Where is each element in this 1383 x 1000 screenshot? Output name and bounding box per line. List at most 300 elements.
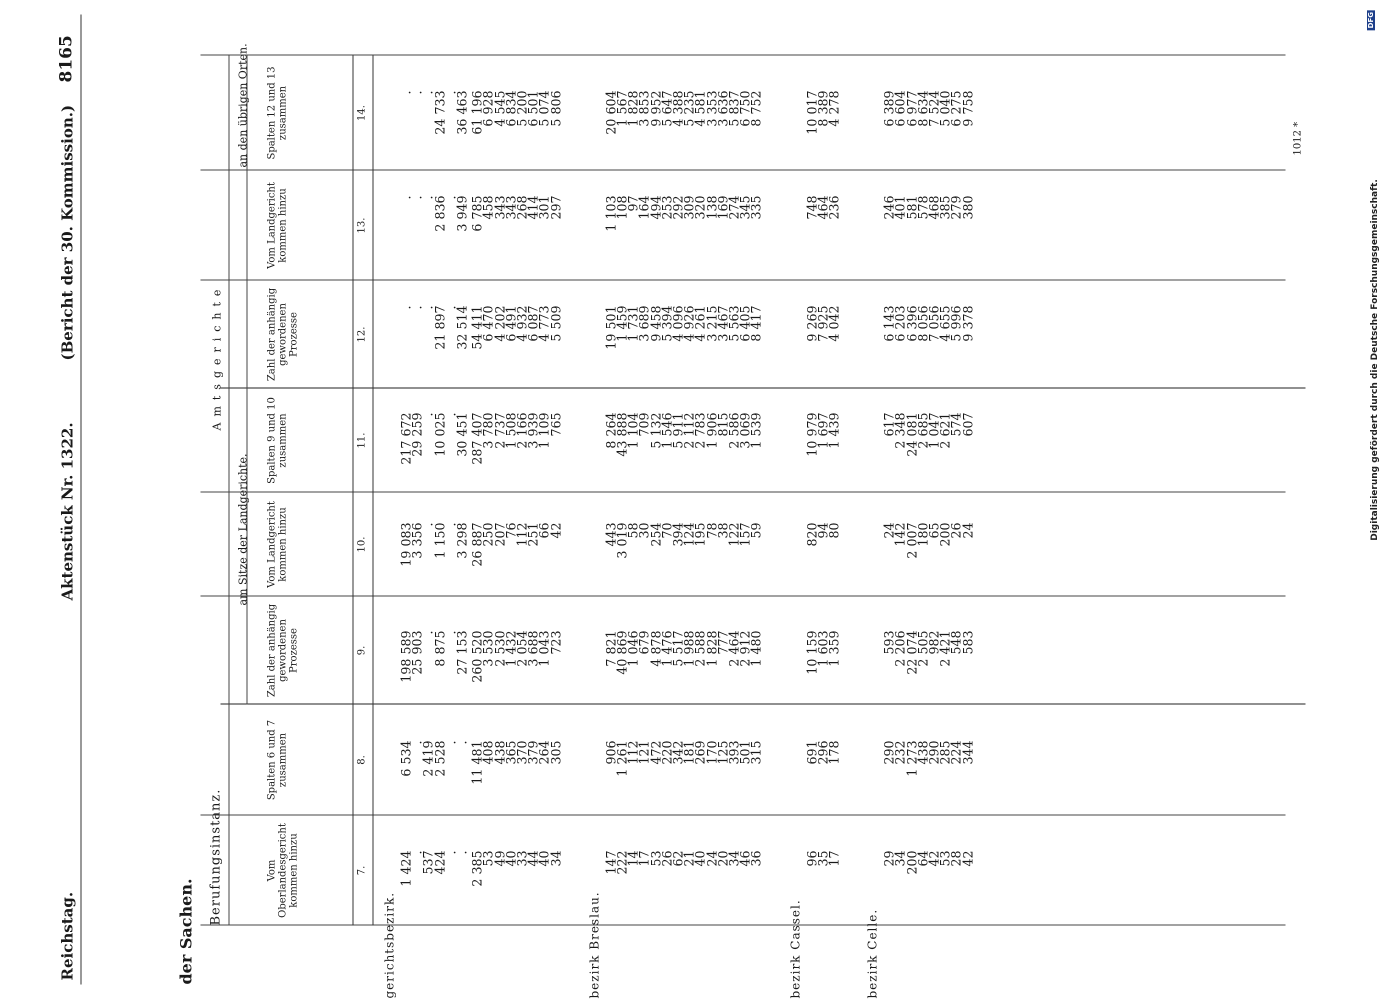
table-cell: 97	[625, 195, 641, 212]
table-cell: 607	[959, 412, 975, 437]
table-cell: 34	[726, 850, 741, 867]
table-cell: 46	[737, 850, 753, 867]
table-cell: 142	[892, 522, 908, 547]
table-cell: 5 394	[658, 305, 674, 342]
table-cell: 5 200	[514, 90, 529, 127]
table-cell: 40	[502, 850, 518, 867]
table-cell: .	[442, 195, 458, 200]
table-cell: 207	[491, 522, 507, 547]
table-cell: 8 417	[748, 305, 764, 342]
table-cell: 1 046	[625, 630, 641, 667]
table-cell: 3 069	[737, 412, 753, 449]
table-cell: 501	[737, 740, 753, 765]
table-cell: 40 869	[614, 630, 629, 675]
table-cell: 342	[670, 740, 685, 765]
table-cell: 246	[881, 195, 897, 220]
group-rule	[228, 55, 229, 704]
table-cell: 5 040	[937, 90, 953, 127]
table-cell: 49	[491, 850, 507, 867]
header-title-left: Reichstag.	[58, 891, 76, 980]
table-cell: 9 378	[959, 305, 975, 342]
table-cell: 1 103	[602, 195, 618, 232]
table-cell: 232	[892, 740, 908, 765]
table-cell: .	[420, 90, 436, 95]
table-cell: 34	[547, 850, 563, 867]
table-cell: 7 925	[814, 305, 830, 342]
table-cell: 19 083	[398, 522, 413, 567]
table-cell: 125	[714, 740, 730, 765]
table-cell: 820	[803, 522, 819, 547]
table-cell: 6 785	[469, 195, 485, 232]
table-cell: .	[420, 305, 436, 310]
table-cell: 40	[536, 850, 552, 867]
header-rule	[80, 14, 81, 984]
table-cell: 344	[959, 740, 975, 765]
table-cell: 78	[703, 522, 719, 539]
table-cell: 200	[903, 850, 919, 875]
dfg-logo: DFG	[1367, 12, 1375, 29]
table-cell: 27 153	[454, 630, 469, 675]
table-cell: .	[420, 195, 436, 200]
table-cell: 29	[881, 850, 897, 867]
table-cell: 1 697	[814, 412, 830, 449]
table-cell: 170	[703, 740, 719, 765]
table-cell: 414	[525, 195, 541, 220]
table-cell: .	[442, 305, 458, 310]
header-title-mid: Aktenstück Nr. 1322.	[58, 421, 76, 600]
table-cell: 1 104	[625, 412, 641, 449]
table-cell: 2 112	[681, 412, 697, 449]
table-cell: 264	[536, 740, 552, 765]
table-cell: 6 405	[737, 305, 753, 342]
table-cell: 3 530	[480, 630, 496, 667]
table-cell: 1 424	[398, 850, 413, 887]
table-cell: 297	[547, 195, 563, 220]
column-number: 8.	[356, 754, 367, 765]
table-cell: .	[420, 412, 436, 417]
table-cell: 4 878	[647, 630, 663, 667]
table-cell: 6 977	[903, 90, 919, 127]
table-cell: 4 042	[826, 305, 841, 342]
table-cell: 2 007	[903, 522, 919, 559]
table-cell: 10 017	[803, 90, 819, 135]
table-cell: 25 903	[409, 630, 425, 675]
table-cell: 10 979	[803, 412, 819, 457]
table-cell: .	[442, 90, 458, 95]
table-cell: 70	[658, 522, 674, 539]
table-cell: 424	[431, 850, 447, 875]
table-cell: 1 439	[826, 412, 841, 449]
table-cell: 723	[547, 630, 563, 655]
table-cell: 2 530	[491, 630, 507, 667]
table-cell: 1 150	[431, 522, 447, 559]
table-cell: 4 388	[670, 90, 685, 127]
column-number: 13.	[356, 217, 367, 233]
table-cell: 157	[737, 522, 753, 547]
table-cell: 464	[814, 195, 830, 220]
table-cell: 6 203	[892, 305, 908, 342]
table-cell: .	[420, 630, 436, 635]
table-cell: 1 047	[926, 412, 941, 449]
table-cell: 1 359	[826, 630, 841, 667]
table-cell: 9 758	[959, 90, 975, 127]
table-cell: 53	[647, 850, 663, 867]
table-cell: 2 836	[431, 195, 447, 232]
table-cell: 343	[491, 195, 507, 220]
table-cell: 1 546	[658, 412, 674, 449]
table-cell: 138	[703, 195, 719, 220]
column-heading: Zahl der anhängig gewordenen Prozesse	[266, 603, 299, 697]
table-cell: 217 672	[398, 412, 413, 465]
table-cell: 66	[536, 522, 552, 539]
table-cell: 2 054	[514, 630, 529, 667]
table-cell: 290	[926, 740, 941, 765]
table-cell: 5 563	[726, 305, 741, 342]
table-cell: 593	[881, 630, 897, 655]
table-cell: 268	[514, 195, 529, 220]
table-cell: 8 264	[602, 412, 618, 449]
table-cell: 3 853	[636, 90, 652, 127]
table-cell: 6 470	[480, 305, 496, 342]
table-cell: 3 019	[614, 522, 629, 559]
table-cell: .	[442, 850, 458, 855]
table-cell: .	[398, 90, 413, 95]
table-cell: 320	[692, 195, 708, 220]
table-cell: 20 604	[602, 90, 618, 135]
table-cell: 5 517	[670, 630, 685, 667]
table-cell: 8 389	[814, 90, 830, 127]
table-cell: 29 259	[409, 412, 425, 457]
table-cell: 285	[937, 740, 953, 765]
column-number: 11.	[356, 432, 367, 448]
table-cell: 7 524	[926, 90, 941, 127]
table-cell: 121	[636, 740, 652, 765]
column-heading: Spalten 12 und 13 zusammen	[266, 65, 288, 160]
table-cell: .	[398, 195, 413, 200]
table-cell: 1 508	[502, 412, 518, 449]
table-cell: 2 783	[692, 412, 708, 449]
table-cell: 3 939	[525, 412, 541, 449]
table-cell: .	[409, 90, 425, 95]
table-cell: 96	[803, 850, 819, 867]
table-cell: 6 501	[525, 90, 541, 127]
table-cell: 28	[948, 850, 964, 867]
table-cell: 24 733	[431, 90, 447, 135]
table-cell: 578	[914, 195, 930, 220]
table-cell: 254	[647, 522, 663, 547]
table-cell: 6 750	[737, 90, 753, 127]
table-cell: 4 261	[692, 305, 708, 342]
district-label: gerichtsbezirk.	[382, 891, 396, 998]
table-cell: 3 353	[703, 90, 719, 127]
table-cell: 33	[514, 850, 529, 867]
table-cell: 224	[948, 740, 964, 765]
table-cell: 1 109	[536, 412, 552, 449]
table-cell: 7 821	[602, 630, 618, 667]
table-cell: 21 897	[431, 305, 447, 350]
table-cell: 40	[692, 850, 708, 867]
table-cell: .	[409, 195, 425, 200]
table-cell: 765	[547, 412, 563, 437]
table-cell: 200	[937, 522, 953, 547]
table-cell: .	[420, 522, 436, 527]
group-amtsgerichte: Amtsgerichte	[210, 283, 223, 430]
table-cell: 343	[502, 195, 518, 220]
table-cell: 2 385	[469, 850, 485, 887]
table-cell: 169	[714, 195, 730, 220]
table-cell: 222	[614, 850, 629, 875]
table-cell: 1 459	[614, 305, 629, 342]
table-cell: 3 467	[714, 305, 730, 342]
group-uebrige-orte: an den übrigen Orten.	[236, 42, 249, 167]
table-cell: 236	[826, 195, 841, 220]
table-cell: .	[409, 740, 425, 745]
table-cell: 26	[948, 522, 964, 539]
table-cell: 574	[948, 412, 964, 437]
table-cell: 1 731	[625, 305, 641, 342]
table-cell: 53	[480, 850, 496, 867]
table-cell: 1 828	[703, 630, 719, 667]
table-cell: 2 737	[491, 412, 507, 449]
group-rule	[246, 55, 247, 388]
table-cell: 42	[959, 850, 975, 867]
table-cell: 6 491	[502, 305, 518, 342]
table-cell: 24 081	[903, 412, 919, 457]
table-cell: 335	[748, 195, 764, 220]
table-cell: 1 906	[703, 412, 719, 449]
table-cell: .	[409, 850, 425, 855]
table-cell: 3 215	[703, 305, 719, 342]
table-cell: 6 396	[903, 305, 919, 342]
table-cell: 4 202	[491, 305, 507, 342]
table-cell: 9 952	[647, 90, 663, 127]
table-cell: 10 159	[803, 630, 819, 675]
table-cell: 180	[914, 522, 930, 547]
table-cell: 17	[826, 850, 841, 867]
header-rule	[352, 55, 353, 925]
table-cell: 251	[525, 522, 541, 547]
table-cell: 59	[748, 522, 764, 539]
table-cell: 2 348	[892, 412, 908, 449]
table-cell: 44	[525, 850, 541, 867]
table-cell: 2 528	[431, 740, 447, 777]
table-cell: 815	[714, 412, 730, 437]
table-cell: 22 074	[903, 630, 919, 675]
table-cell: 24	[959, 522, 975, 539]
table-cell: 2 912	[737, 630, 753, 667]
table-cell: 5 996	[948, 305, 964, 342]
table-cell: 8 056	[914, 305, 930, 342]
table-cell: 617	[881, 412, 897, 437]
group-rule	[246, 388, 247, 704]
table-cell: 296	[814, 740, 830, 765]
table-cell: 4 773	[536, 305, 552, 342]
table-cell: 2 419	[420, 740, 436, 777]
group-am-sitze-landgerichte: am Sitze der Landgerichte.	[236, 452, 249, 605]
table-cell: 80	[826, 522, 841, 539]
table-cell: 4 545	[491, 90, 507, 127]
table-cell: 11 481	[469, 740, 485, 785]
table-cell: 5 074	[536, 90, 552, 127]
table-cell: 2 685	[914, 412, 930, 449]
table-cell: 379	[525, 740, 541, 765]
table-cell: 64	[914, 850, 930, 867]
header-title-paren: (Bericht der 30. Kommission.)	[58, 104, 76, 360]
section-title: der Sachen.	[176, 877, 195, 984]
table-cell: 36	[748, 850, 764, 867]
table-cell: 548	[948, 630, 964, 655]
table-cell: 9 269	[803, 305, 819, 342]
table-cell: 370	[514, 740, 529, 765]
table-cell: 26 887	[469, 522, 485, 567]
table-cell: 6 928	[480, 90, 496, 127]
table-cell: 253	[658, 195, 674, 220]
table-cell: 4 581	[692, 90, 708, 127]
table-cell: 748	[803, 195, 819, 220]
table-cell: 62	[670, 850, 685, 867]
table-cell: .	[442, 630, 458, 635]
table-cell: 147	[602, 850, 618, 875]
table-cell: 2 464	[726, 630, 741, 667]
table-cell: 4 096	[670, 305, 685, 342]
table-cell: 54 411	[469, 305, 485, 350]
table-cell: 6 087	[525, 305, 541, 342]
table-cell: 4 278	[826, 90, 841, 127]
table-cell: 982	[926, 630, 941, 655]
table-cell: 8 875	[431, 630, 447, 667]
table-cell: 7 056	[926, 305, 941, 342]
table-cell: 6 389	[881, 90, 897, 127]
table-cell: 53	[937, 850, 953, 867]
table-cell: 3 689	[636, 305, 652, 342]
column-number: 9.	[356, 645, 367, 655]
table-cell: 6 534	[398, 740, 413, 777]
table-cell: 1 988	[681, 630, 697, 667]
header-rule	[372, 55, 373, 925]
table-cell: .	[454, 850, 469, 855]
table-cell: 1 432	[502, 630, 518, 667]
table-cell: 5 911	[670, 412, 685, 449]
table-cell: 345	[737, 195, 753, 220]
column-number: 12.	[356, 326, 367, 342]
table-cell: 19 501	[602, 305, 618, 350]
table-cell: 472	[647, 740, 663, 765]
table-cell: 5 647	[658, 90, 674, 127]
table-cell: 2 586	[726, 412, 741, 449]
table-cell: 2 505	[914, 630, 930, 667]
table-cell: .	[442, 522, 458, 527]
table-cell: 178	[826, 740, 841, 765]
table-cell: 2 166	[514, 412, 529, 449]
table-cell: .	[454, 740, 469, 745]
column-heading: Spalten 9 und 10 zusammen	[266, 396, 288, 484]
table-cell: 65	[926, 522, 941, 539]
table-cell: 438	[491, 740, 507, 765]
table-cell: 4 655	[937, 305, 953, 342]
table-cell: 17	[636, 850, 652, 867]
table-cell: 250	[480, 522, 496, 547]
table-cell: 537	[420, 850, 436, 875]
table-cell: 3 780	[480, 412, 496, 449]
table-cell: 3 298	[454, 522, 469, 559]
table-cell: 112	[625, 740, 641, 765]
column-heading: Zahl der anhängig gewordenen Prozesse	[266, 287, 299, 381]
table-cell: 709	[636, 412, 652, 437]
table-cell: 583	[959, 630, 975, 655]
table-cell: 691	[803, 740, 819, 765]
district-label: bezirk Cassel.	[787, 898, 802, 998]
column-heading: Vom Oberlandesgericht kommen hinzu	[266, 822, 299, 918]
table-cell: 1 828	[625, 90, 641, 127]
table-cell: 906	[602, 740, 618, 765]
column-heading: Vom Landgericht kommen hinzu	[266, 181, 288, 269]
table-cell: 581	[903, 195, 919, 220]
table-cell: 401	[892, 195, 908, 220]
table-cell: .	[398, 305, 413, 310]
table-cell: .	[442, 740, 458, 745]
table-cell: 34	[892, 850, 908, 867]
table-cell: 290	[881, 740, 897, 765]
table-cell: 61 196	[469, 90, 485, 135]
digitization-credit: Digitalisierung gefördert durch die Deutsche Forschungsgemeinschaft.	[1370, 179, 1380, 541]
table-cell: 5 509	[547, 305, 563, 342]
table-cell: 292	[670, 195, 685, 220]
table-cell: 4 932	[514, 305, 529, 342]
table-cell: 3 688	[525, 630, 541, 667]
table-cell: 380	[959, 195, 975, 220]
table-cell: 3 356	[409, 522, 425, 559]
table-cell: 468	[926, 195, 941, 220]
table-cell: 32 514	[454, 305, 469, 350]
table-cell: 6 275	[948, 90, 964, 127]
table-cell: 274	[726, 195, 741, 220]
table-cell: 124	[681, 522, 697, 547]
table-cell: 38	[714, 522, 730, 539]
column-number: 14.	[356, 104, 367, 121]
table-cell: 287 407	[469, 412, 485, 465]
table-cell: 260 520	[469, 630, 485, 683]
table-cell: 20	[714, 850, 730, 867]
table-cell: 30	[636, 522, 652, 539]
district-label: bezirk Celle.	[865, 908, 880, 998]
table-cell: 679	[636, 630, 652, 655]
table-cell: 1 539	[748, 412, 764, 449]
table-cell: 309	[681, 195, 697, 220]
table-cell: 305	[547, 740, 563, 765]
table-cell: 43 888	[614, 412, 629, 457]
table-cell: 42	[547, 522, 563, 539]
table-cell: 458	[480, 195, 496, 220]
table-cell: 10 025	[431, 412, 447, 457]
table-cell: 122	[726, 522, 741, 547]
table-cell: 5 235	[681, 90, 697, 127]
group-rule	[228, 704, 229, 925]
table-cell: 394	[670, 522, 685, 547]
table-cell: 2 421	[937, 630, 953, 667]
table-cell: 777	[714, 630, 730, 655]
district-label: bezirk Breslau.	[586, 890, 601, 998]
table-cell: 443	[602, 522, 618, 547]
table-cell: 8 634	[914, 90, 930, 127]
table-cell: 494	[647, 195, 663, 220]
table-cell: 24	[703, 850, 719, 867]
table-cell: .	[442, 412, 458, 417]
table-cell: 1 476	[658, 630, 674, 667]
table-cell: 5 132	[647, 412, 663, 449]
table-cell: 14	[625, 850, 641, 867]
table-cell: 21	[681, 850, 697, 867]
column-number: 10.	[356, 536, 367, 552]
